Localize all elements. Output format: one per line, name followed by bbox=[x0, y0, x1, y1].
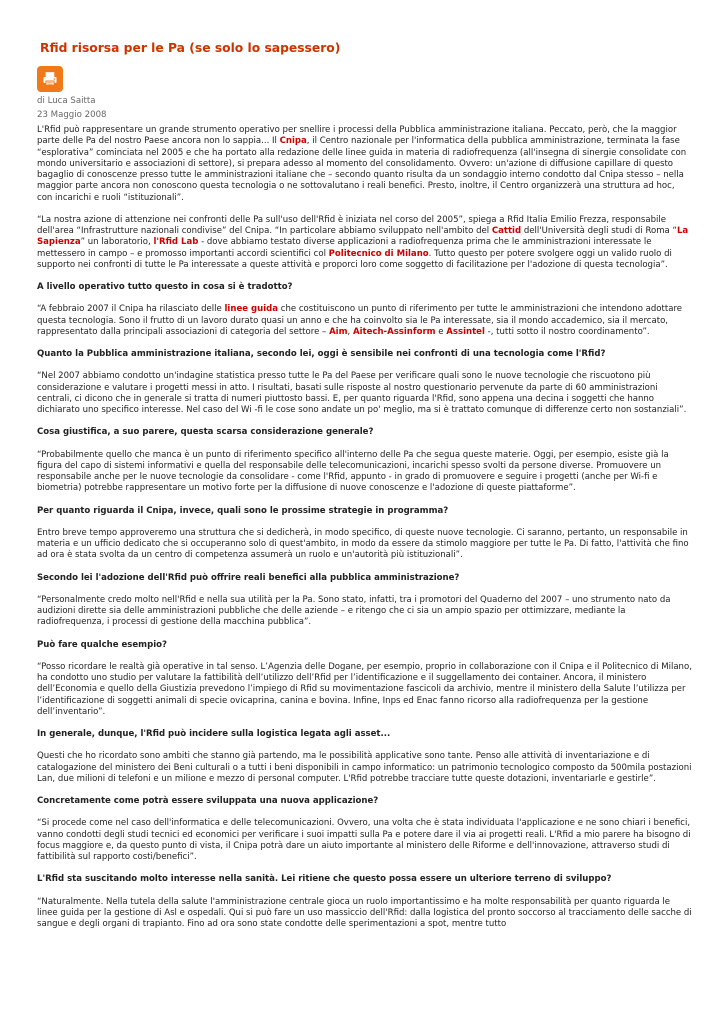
article-link[interactable]: Assintel bbox=[446, 326, 485, 337]
article-paragraph bbox=[37, 528, 692, 562]
interview-question bbox=[37, 874, 692, 885]
article-link[interactable]: l'Rfid Lab bbox=[153, 237, 199, 248]
article-link[interactable]: Cnipa bbox=[279, 136, 307, 147]
text-run: Concretamente come potrà essere sviluppata una nuova applicazione? bbox=[37, 796, 379, 806]
text-run: “A febbraio 2007 il Cnipa ha rilasciato delle bbox=[37, 304, 225, 315]
text-run: Entro breve tempo approveremo una struttura che si dedicherà, in modo specifico, di queste nuove tecnologie. Ci saranno, pertanto, un responsabile in materia e un ufficio dedicato che si occuperanno solo di quest'ambito, in modo da essere da stimolo maggiore per tutte le Pa. Di fatto, l'attività che fino ad ora è stata svolta da un centro di competenza assumerà un ruolo e un'autorità più istituzionali”. bbox=[37, 527, 689, 561]
interview-question bbox=[37, 349, 692, 360]
article-paragraph bbox=[37, 595, 692, 629]
text-run: ” un laboratorio, bbox=[80, 237, 154, 248]
interview-question bbox=[37, 282, 692, 293]
interview-question bbox=[37, 506, 692, 517]
text-run: “La nostra azione di attenzione nei confronti delle Pa sull'uso dell'Rfid è iniziata nel corso del 2005”, spiega a Rfid Italia Emilio Frezza, responsabile dell'area “Infrastrutture nazionali condivise” del Cnipa. “In particolare abbiamo sviluppato nell'ambito del bbox=[37, 214, 667, 236]
print-button[interactable] bbox=[37, 66, 63, 92]
article-date: 23 Maggio 2008 bbox=[37, 110, 107, 120]
text-run: “Naturalmente. Nella tutela della salute l'amministrazione centrale gioca un ruolo importantissimo e ha molte responsabilità per quanto riguarda le linee guida per la gestione di Asl e ospedali. Qui si può fare un uso massiccio dell'Rfid: dalla logistica del pronto soccorso al tracciamento delle sacche di sangue e degli organi di trapianto. Fino ad ora sono state condotte delle sperimentazioni a spot, mentre tutto bbox=[37, 896, 692, 929]
text-run: “Posso ricordare le realtà già operative in tal senso. L’Agenzia delle Dogane, per esempio, proprio in collaborazione con il Cnipa e il Politecnico di Milano, ha condotto uno studio per valutare la fattibilità dell’utilizzo dell’Rfid per l’identificazione e il suggellamento dei container. Ancora, il ministero dell’Economia e quello della Giustizia prevedono l’impiego di Rfid su movimentazione fascicoli da archivio, mentre il ministero della Salute l’utilizza per l’identificazione di soggetti animali di specie ovicaprina, canina e bovina. Infine, Inps ed Enac fanno ricorso alla radiofrequenza per la gestione dell’inventario”. bbox=[37, 661, 692, 717]
article-body bbox=[37, 125, 692, 930]
article-paragraph bbox=[37, 450, 692, 495]
article-paragraph bbox=[37, 897, 692, 931]
interview-question bbox=[37, 640, 692, 651]
text-run: “Probabilmente quello che manca è un punto di riferimento specifico all'interno delle Pa che segua queste materie. Oggi, per esempio, esiste già la figura del capo di sistemi informativi e quella del responsabile delle telecomunicazioni, incarichi spesso svolti da persone diverse. Promuovere un responsabile anche per le nuove tecnologie da consolidare - come l'Rfid, appunto - in grado di promuovere e seguire i progetti (anche per Wi-fi e biometria) potrebbe rappresentare un motivo forte per la diffusione di nuove conoscenze e l'adozione di queste piattaforme”. bbox=[37, 449, 669, 494]
text-run: -, tutti sotto il nostro coordinamento”. bbox=[484, 326, 650, 337]
text-run: che costituiscono un punto di riferimento per tutte le amministrazioni che intendono adottare questa tecnologia. Sono il frutto di un lavoro durato quasi un anno e che ha coinvolto sia le Pa interessate, sia il mondo accademico, sia il mercato, rappresentato dalla principali associazioni di categoria del settore – bbox=[37, 304, 683, 337]
text-run: “Personalmente credo molto nell'Rfid e nella sua utilità per la Pa. Sono stato, infatti, tra i promotori del Quaderno del 2007 – uno strumento nato da audizioni dirette sia delle amministrazioni pubbliche che delle aziende – e ritengo che ci sia un ampio spazio per ottimizzare, mediante la radiofrequenza, i processi di gestione della macchina pubblica”. bbox=[37, 594, 671, 628]
article-link[interactable]: Cattid bbox=[491, 226, 522, 236]
text-run: Cosa giustifica, a suo parere, questa scarsa considerazione generale? bbox=[37, 427, 374, 438]
text-run: Quanto la Pubblica amministrazione italiana, secondo lei, oggi è sensibile nei confronti di una tecnologia come l'Rfid? bbox=[37, 349, 606, 359]
article-paragraph bbox=[37, 662, 692, 718]
text-run: e bbox=[435, 326, 447, 337]
text-run: , il Centro nazionale per l'informatica della pubblica amministrazione, terminata la fase “esplorativa” cominciata nel 2005 e che ha portato alla redazione delle linee guida in materia di radiofrequenza (all'insegna di sinergie consolidate con mondo universitario e associazioni di settore), si prepara adesso al momento del consolidamento. Ovvero: un'azione di diffusione capillare di questo bagaglio di conoscenze presso tutte le amministrazioni italiane che – secondo quanto risulta da un sondaggio interno condotto dal Cnipa stesso – nella maggior parte ancora non conoscono questa tecnologia o ne sottovalutano i reali benefici. Presto, inoltre, il Centro organizzerà una struttura ad hoc, con incarichi e ruoli “istituzionali”. bbox=[37, 136, 687, 203]
text-run: In generale, dunque, l'Rfid può incidere sulla logistica legata agli asset... bbox=[37, 729, 391, 739]
interview-question bbox=[37, 427, 692, 438]
text-run: dell'Università degli studi di Roma “ bbox=[521, 226, 677, 236]
article-title: Rfid risorsa per le Pa (se solo lo sapessero) bbox=[40, 41, 341, 55]
interview-question bbox=[37, 573, 692, 584]
text-run: Per quanto riguarda il Cnipa, invece, quali sono le prossime strategie in programma? bbox=[37, 505, 449, 516]
article-link[interactable]: Politecnico di Milano bbox=[328, 248, 429, 259]
article-link[interactable]: linee guida bbox=[224, 304, 279, 315]
text-run: Secondo lei l'adozione dell'Rfid può offrire reali benefici alla pubblica amministrazione? bbox=[37, 572, 460, 583]
article-paragraph bbox=[37, 371, 692, 416]
article-link[interactable]: La Sapienza bbox=[37, 226, 689, 248]
text-run: L'Rfid sta suscitando molto interesse nella sanità. Lei ritiene che questo possa essere un ulteriore terreno di sviluppo? bbox=[37, 874, 612, 885]
text-run: Questi che ho ricordato sono ambiti che stanno già partendo, ma le possibilità applicative sono tante. Penso alle attività di inventariazione e di catalogazione del ministero dei Beni culturali o a tutti i beni disponibili in campo informatico: un patrimonio tecnologico composto da 500mila postazioni Lan, due milioni di telefoni e un milione e mezzo di personal computer. L'Rfid potrebbe tracciare tutte queste dotazioni, inventariarle e gestirle”. bbox=[37, 751, 692, 784]
text-run: . Tutto questo per potere svolgere oggi un valido ruolo di supporto nei confronti di tutte le Pa interessate a queste attività e proporci loro come soggetto di facilitazione per l'adozione di questa tecnologia”. bbox=[37, 248, 672, 270]
print-icon bbox=[42, 71, 58, 87]
text-run: Può fare qualche esempio? bbox=[37, 639, 167, 650]
article-paragraph bbox=[37, 215, 692, 271]
article-link[interactable]: Aitech-Assinform bbox=[352, 326, 436, 337]
text-run: A livello operativo tutto questo in cosa si è tradotto? bbox=[37, 282, 293, 292]
article-paragraph bbox=[37, 304, 692, 338]
text-run: - dove abbiamo testato diverse applicazioni a radiofrequenza prima che le amministrazioni interessate le mettessero in campo – e promosso importanti accordi scientifici col bbox=[37, 237, 652, 259]
interview-question bbox=[37, 796, 692, 807]
text-run: “Si procede come nel caso dell'informatica e delle telecomunicazioni. Ovvero, una volta che è stata individuata l'applicazione e ne sono chiari i benefici, vanno condotti degli studi tecnici ed economici per verificare i suoi impatti sulla Pa e potere dare il via ai progetti reali. L'Rfid a mio parere ha bisogno di focus maggiore e, da questo punto di vista, il Cnipa potrà dare un aiuto importante al ministero delle Riforme e dell'innovazione, attraverso studi di fattibilità sul rapporto costi/benefici”. bbox=[37, 818, 691, 862]
article-paragraph bbox=[37, 125, 692, 204]
text-run: L'Rfid può rappresentare un grande strumento operativo per snellire i processi della Pubblica amministrazione italiana. Peccato, però, che la maggior parte delle Pa del nostro Paese ancora non lo sappia... Il bbox=[37, 125, 677, 147]
interview-question bbox=[37, 729, 692, 740]
text-run: , bbox=[347, 326, 353, 337]
article-paragraph bbox=[37, 818, 692, 863]
article-author: di Luca Saitta bbox=[37, 96, 96, 106]
text-run: “Nel 2007 abbiamo condotto un'indagine statistica presso tutte le Pa del Paese per verificare quali sono le nuove tecnologie che riscuotono più considerazione e valutare i progetti messi in atto. I risultati, basati sulle risposte al nostro questionario pervenute da parte di 60 amministrazioni centrali, ci dicono che in generale si tratta di numeri piuttosto bassi. E, per quanto riguarda l'Rfid, sono appena una decina i soggetti che hanno dichiarato uno specifico interesse. Nel caso del Wi -fi le cose sono andate un po' meglio, ma si è trattato comunque di differenze certo non sostanziali”. bbox=[37, 371, 687, 415]
article-paragraph bbox=[37, 751, 692, 785]
article-link[interactable]: Aim bbox=[329, 326, 348, 337]
